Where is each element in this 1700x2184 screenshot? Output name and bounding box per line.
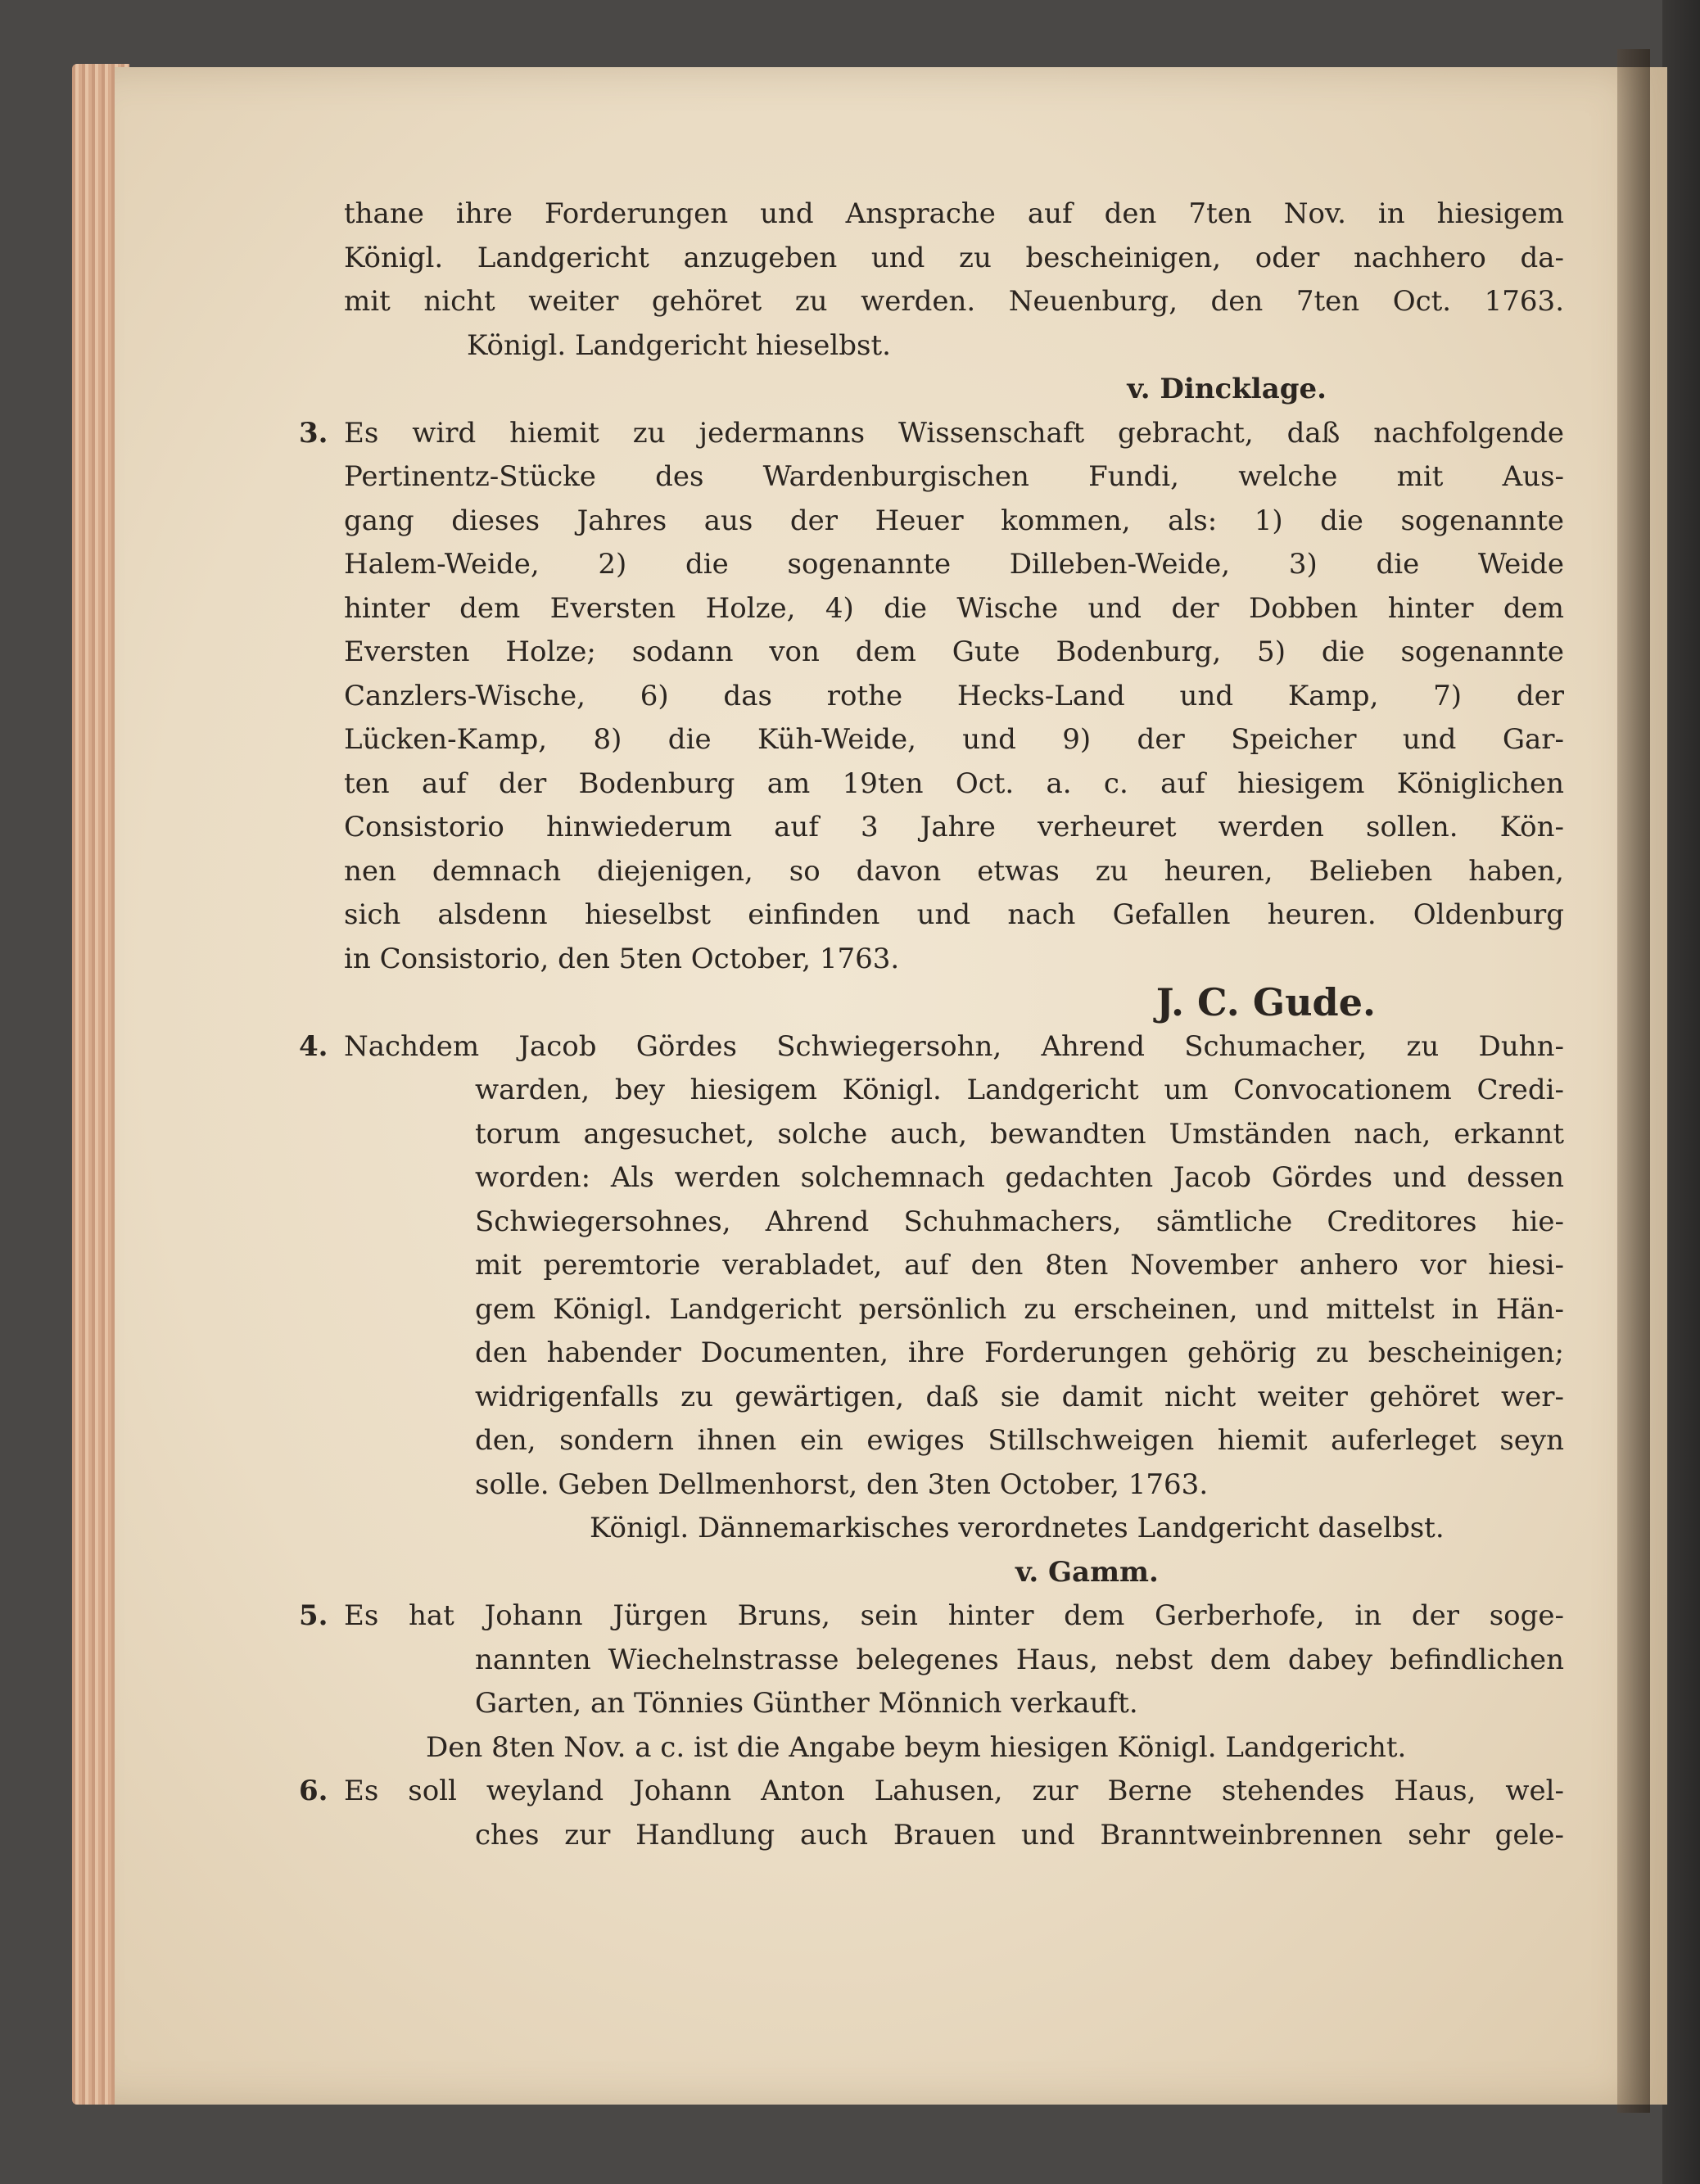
text-line: mit nicht weiter gehöret zu werden. Neuenburg, den 7ten Oct. 1763.: [344, 285, 1564, 318]
text-line: solle. Geben Dellmenhorst, den 3ten October, 1763.: [475, 1467, 1209, 1501]
scanner-board: [1662, 0, 1700, 2184]
page-text: [299, 192, 1564, 1857]
text-line: Schwiegersohnes, Ahrend Schuhmachers, sämtliche Creditores hie-: [475, 1205, 1564, 1238]
text-line: Garten, an Tönnies Günther Mönnich verkauft.: [475, 1687, 1138, 1720]
text-line: widrigenfalls zu gewärtigen, daß sie damit nicht weiter gehöret wer-: [475, 1380, 1564, 1413]
text-line: Königl. Landgericht anzugeben und zu bescheinigen, oder nachhero da-: [344, 241, 1564, 274]
text-line: mit peremtorie verabladet, auf den 8ten November anhero vor hiesi-: [475, 1249, 1564, 1282]
text-line: gem Königl. Landgericht persönlich zu erscheinen, und mittelst in Hän-: [475, 1292, 1564, 1326]
paragraph-6: [299, 1770, 1564, 1857]
text-line: nen demnach diejenigen, so davon etwas zu heuren, Belieben haben,: [344, 854, 1564, 888]
text-line: Pertinentz-Stücke des Wardenburgischen Fundi, welche mit Aus-: [344, 460, 1564, 493]
paragraph-continuation: [344, 192, 1564, 412]
text-line: ches zur Handlung auch Brauen und Branntweinbrennen sehr gele-: [475, 1818, 1564, 1852]
court-line: Den 8ten Nov. a c. ist die Angabe beym hiesigen Königl. Landgericht.: [426, 1730, 1407, 1764]
text-line: torum angesuchet, solche auch, bewandten Umständen nach, erkannt: [475, 1117, 1564, 1151]
paragraph-5: [299, 1594, 1564, 1770]
paragraph-number: 6.: [299, 1775, 328, 1807]
signature: v. Gamm.: [1015, 1555, 1159, 1589]
court-line: Königl. Dännemarkisches verordnetes Landgericht daselbst.: [590, 1512, 1445, 1544]
text-line: Es hat Johann Jürgen Bruns, sein hinter dem Gerberhofe, in der soge-: [344, 1599, 1564, 1632]
text-line: warden, bey hiesigem Königl. Landgericht um Convocationem Credi-: [475, 1074, 1564, 1106]
text-line: Halem-Weide, 2) die sogenannte Dilleben-Weide, 3) die Weide: [344, 548, 1564, 581]
text-line: thane ihre Forderungen und Ansprache auf den 7ten Nov. in hiesigem: [344, 197, 1564, 230]
text-line: worden: Als werden solchemnach gedachten Jacob Gördes und dessen: [475, 1161, 1564, 1194]
page-gutter-shadow: [1617, 49, 1650, 2113]
text-line: Canzlers-Wische, 6) das rothe Hecks-Land und Kamp, 7) der: [344, 679, 1564, 712]
court-line: Königl. Landgericht hieselbst.: [467, 328, 891, 362]
text-line: in Consistorio, den 5ten October, 1763.: [344, 942, 900, 975]
text-line: den habender Documenten, ihre Forderungen gehörig zu bescheinigen;: [475, 1336, 1564, 1369]
paragraph-number: 5.: [299, 1599, 328, 1632]
text-line: gang dieses Jahres aus der Heuer kommen, als: 1) die sogenannte: [344, 504, 1564, 537]
paragraph-3: [299, 412, 1564, 1025]
text-line: Lücken-Kamp, 8) die Küh-Weide, und 9) der Speicher und Gar-: [344, 723, 1564, 756]
signature: J. C. Gude.: [1155, 981, 1376, 1024]
text-line: hinter dem Eversten Holze, 4) die Wische und der Dobben hinter dem: [344, 591, 1564, 625]
text-line: sich alsdenn hieselbst einfinden und nach Gefallen heuren. Oldenburg: [344, 898, 1564, 931]
text-line: Consistorio hinwiederum auf 3 Jahre verheuret werden sollen. Kön-: [344, 811, 1564, 843]
text-line: Eversten Holze; sodann von dem Gute Bodenburg, 5) die sogenannte: [344, 635, 1564, 668]
text-line: Es wird hiemit zu jedermanns Wissenschaft gebracht, daß nachfolgende: [344, 416, 1564, 450]
text-line: den, sondern ihnen ein ewiges Stillschweigen hiemit auferleget seyn: [475, 1424, 1564, 1457]
text-line: Es soll weyland Johann Anton Lahusen, zur Berne stehendes Haus, wel-: [344, 1775, 1564, 1807]
paragraph-4: [299, 1025, 1564, 1595]
paragraph-number: 3.: [299, 416, 328, 450]
signature: v. Dincklage.: [1127, 373, 1327, 405]
text-line: Nachdem Jacob Gördes Schwiegersohn, Ahrend Schumacher, zu Duhn-: [344, 1029, 1564, 1063]
text-line: ten auf der Bodenburg am 19ten Oct. a. c. auf hiesigem Königlichen: [344, 766, 1564, 800]
paragraph-number: 4.: [299, 1029, 328, 1063]
text-line: nannten Wiechelnstrasse belegenes Haus, nebst dem dabey befindlichen: [475, 1643, 1564, 1676]
